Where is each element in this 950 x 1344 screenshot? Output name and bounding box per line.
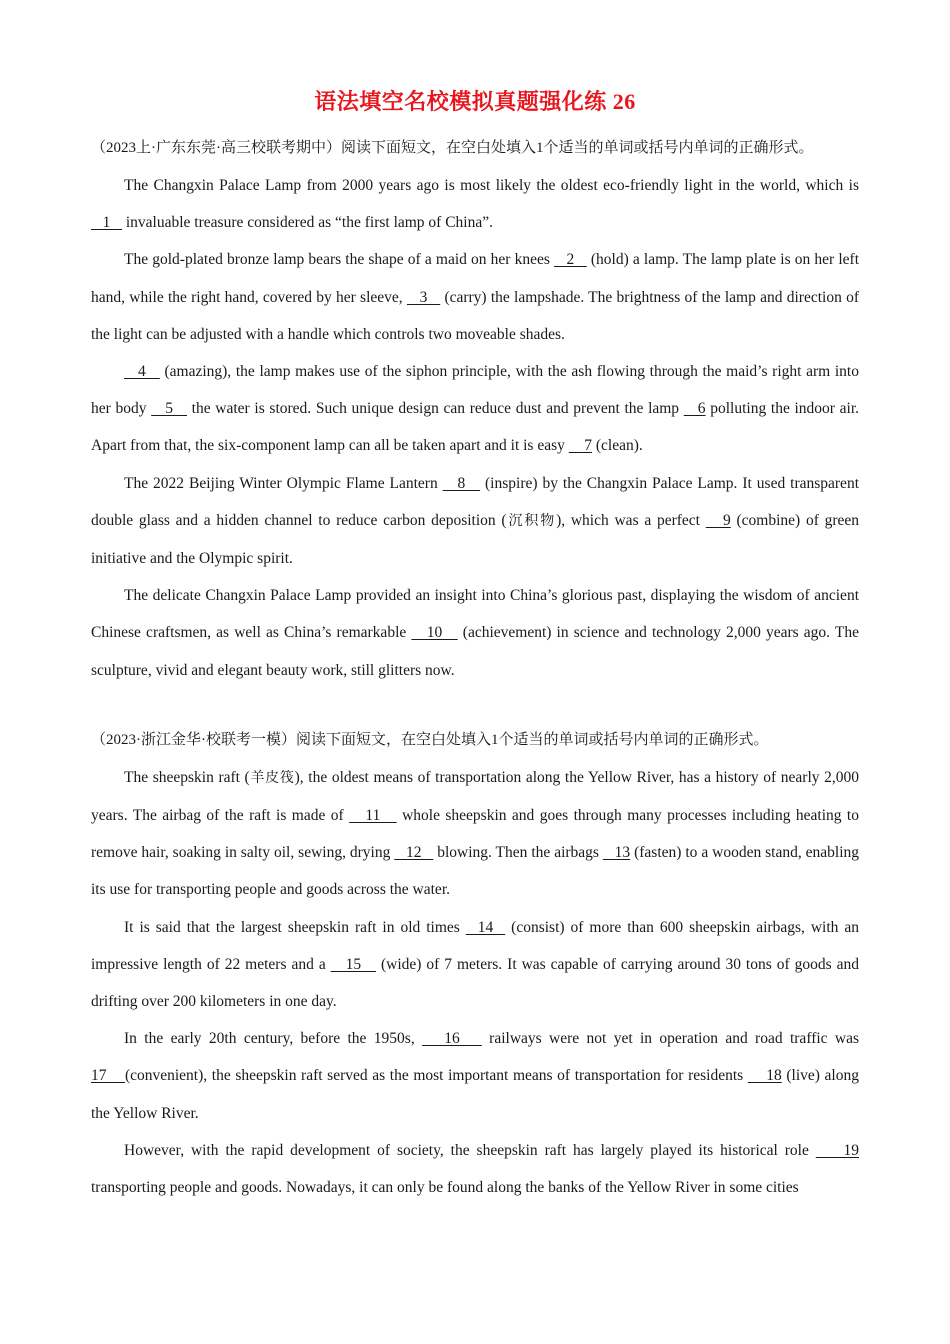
document-page bbox=[91, 86, 859, 1206]
text: (amazing), the lamp makes use of the siphon principle, with the ash flowing through the maid’s right arm into her body bbox=[91, 363, 859, 418]
text: the water is stored. Such unique design can reduce dust and prevent the lamp bbox=[187, 400, 684, 418]
blank-19: 19 bbox=[815, 1141, 860, 1159]
text: (consist) of more than 600 sheepskin airbags, with an impressive length of 22 meters and a bbox=[91, 918, 859, 973]
text: (wide) of 7 meters. It was capable of carrying around 30 tons of goods and drifting over 200 kilometers in one day. bbox=[91, 955, 859, 1011]
text: However, with the rapid development of society, the sheepskin raft has largely played its historical role bbox=[124, 1141, 816, 1159]
chinese-gloss: 羊皮筏 bbox=[249, 769, 295, 786]
text: railways were not yet in operation and road traffic was bbox=[481, 1030, 860, 1048]
blank-15: 15 bbox=[330, 955, 376, 973]
text: The Changxin Palace Lamp from 2000 years ago is most likely the oldest eco-friendly light in the world, which is bbox=[124, 177, 859, 194]
text: whole sheepskin and goes through many processes including heating to remove hair, soaking in salty oil, sewing, drying bbox=[91, 807, 859, 862]
paragraph bbox=[91, 1020, 859, 1132]
blank-17: 17 bbox=[91, 1067, 125, 1085]
blank-9: 9 bbox=[705, 511, 731, 529]
blank-18: 18 bbox=[747, 1067, 782, 1085]
section-instructions: （2023·浙江金华·校联考一模）阅读下面短文，在空白处填入1个适当的单词或括号内单词的正确形式。 bbox=[91, 731, 769, 748]
paragraph bbox=[91, 1132, 859, 1206]
text: invaluable treasure considered as “the first lamp of China”. bbox=[122, 214, 494, 232]
blank-3: 3 bbox=[406, 288, 441, 306]
text: (clean). bbox=[592, 437, 643, 455]
blank-7: 7 bbox=[568, 437, 593, 455]
section-instructions: （2023上·广东东莞·高三校联考期中）阅读下面短文，在空白处填入1个适当的单词或括号内单词的正确形式。 bbox=[91, 140, 814, 156]
chinese-gloss: 沉积物 bbox=[506, 512, 557, 529]
text: In the early 20th century, before the 1950s, bbox=[124, 1030, 423, 1048]
blank-16: 16 bbox=[422, 1030, 482, 1048]
paragraph bbox=[91, 577, 859, 689]
text: transporting people and goods. Nowadays, it can only be found along the banks of the Yellow River in some cities bbox=[91, 1179, 799, 1197]
text: ), the oldest means of transportation along the Yellow River, has a history of nearly 2,000 years. The airbag of the raft is made of bbox=[91, 768, 859, 825]
blank-4: 4 bbox=[124, 363, 160, 381]
text: (live) along the Yellow River. bbox=[91, 1067, 859, 1122]
paragraph bbox=[91, 909, 859, 1021]
text: polluting the indoor air. Apart from that, the six-component lamp can all be taken apart and it is easy bbox=[91, 400, 860, 455]
text: (hold) a lamp. The lamp plate is on her left hand, while the right hand, covered by her sleeve, bbox=[91, 251, 860, 306]
text: The gold-plated bronze lamp bears the shape of a maid on her knees bbox=[124, 251, 555, 269]
text: (carry) the lampshade. The brightness of the lamp and direction of the light can be adjusted with a handle which controls two moveable shades. bbox=[91, 288, 859, 343]
paragraph bbox=[91, 759, 859, 909]
text: (convenient), the sheepskin raft served as the most important means of transportation for residents bbox=[124, 1067, 748, 1085]
section-sheepskin-raft bbox=[91, 729, 859, 1206]
text: ), which was a perfect bbox=[556, 511, 706, 529]
paragraph bbox=[91, 353, 859, 465]
page-title: 语法填空名校模拟真题强化练 26 bbox=[314, 89, 636, 114]
blank-2: 2 bbox=[554, 251, 587, 269]
text: It is said that the largest sheepskin raft in old times bbox=[124, 918, 466, 936]
blank-12: 12 bbox=[394, 844, 434, 862]
section-changxin-lamp bbox=[91, 130, 859, 689]
paragraph bbox=[91, 241, 859, 353]
text: (achievement) in science and technology 2,000 years ago. The sculpture, vivid and elegant beauty work, still glitters now. bbox=[91, 624, 859, 679]
blank-8: 8 bbox=[442, 474, 481, 492]
text: (inspire) by the Changxin Palace Lamp. It used transparent double glass and a hidden channel to reduce carbon deposition ( bbox=[91, 474, 859, 529]
text: The sheepskin raft ( bbox=[124, 768, 250, 786]
blank-14: 14 bbox=[465, 918, 506, 936]
paragraph bbox=[91, 167, 859, 241]
blank-6: 6 bbox=[683, 400, 706, 418]
blank-10: 10 bbox=[411, 624, 458, 642]
text: The delicate Changxin Palace Lamp provided an insight into China’s glorious past, displaying the wisdom of ancient Chinese craftsmen, as well as China’s remarkable bbox=[91, 587, 859, 642]
text: (combine) of green initiative and the Olympic spirit. bbox=[91, 511, 860, 568]
text: The 2022 Beijing Winter Olympic Flame Lantern bbox=[124, 474, 443, 492]
text: blowing. Then the airbags bbox=[433, 844, 603, 862]
paragraph bbox=[91, 465, 859, 578]
blank-13: 13 bbox=[602, 844, 631, 862]
blank-1: 1 bbox=[91, 214, 122, 232]
blank-5: 5 bbox=[151, 400, 187, 418]
blank-11: 11 bbox=[349, 807, 397, 825]
text: (fasten) to a wooden stand, enabling its use for transporting people and goods across the water. bbox=[91, 844, 860, 899]
